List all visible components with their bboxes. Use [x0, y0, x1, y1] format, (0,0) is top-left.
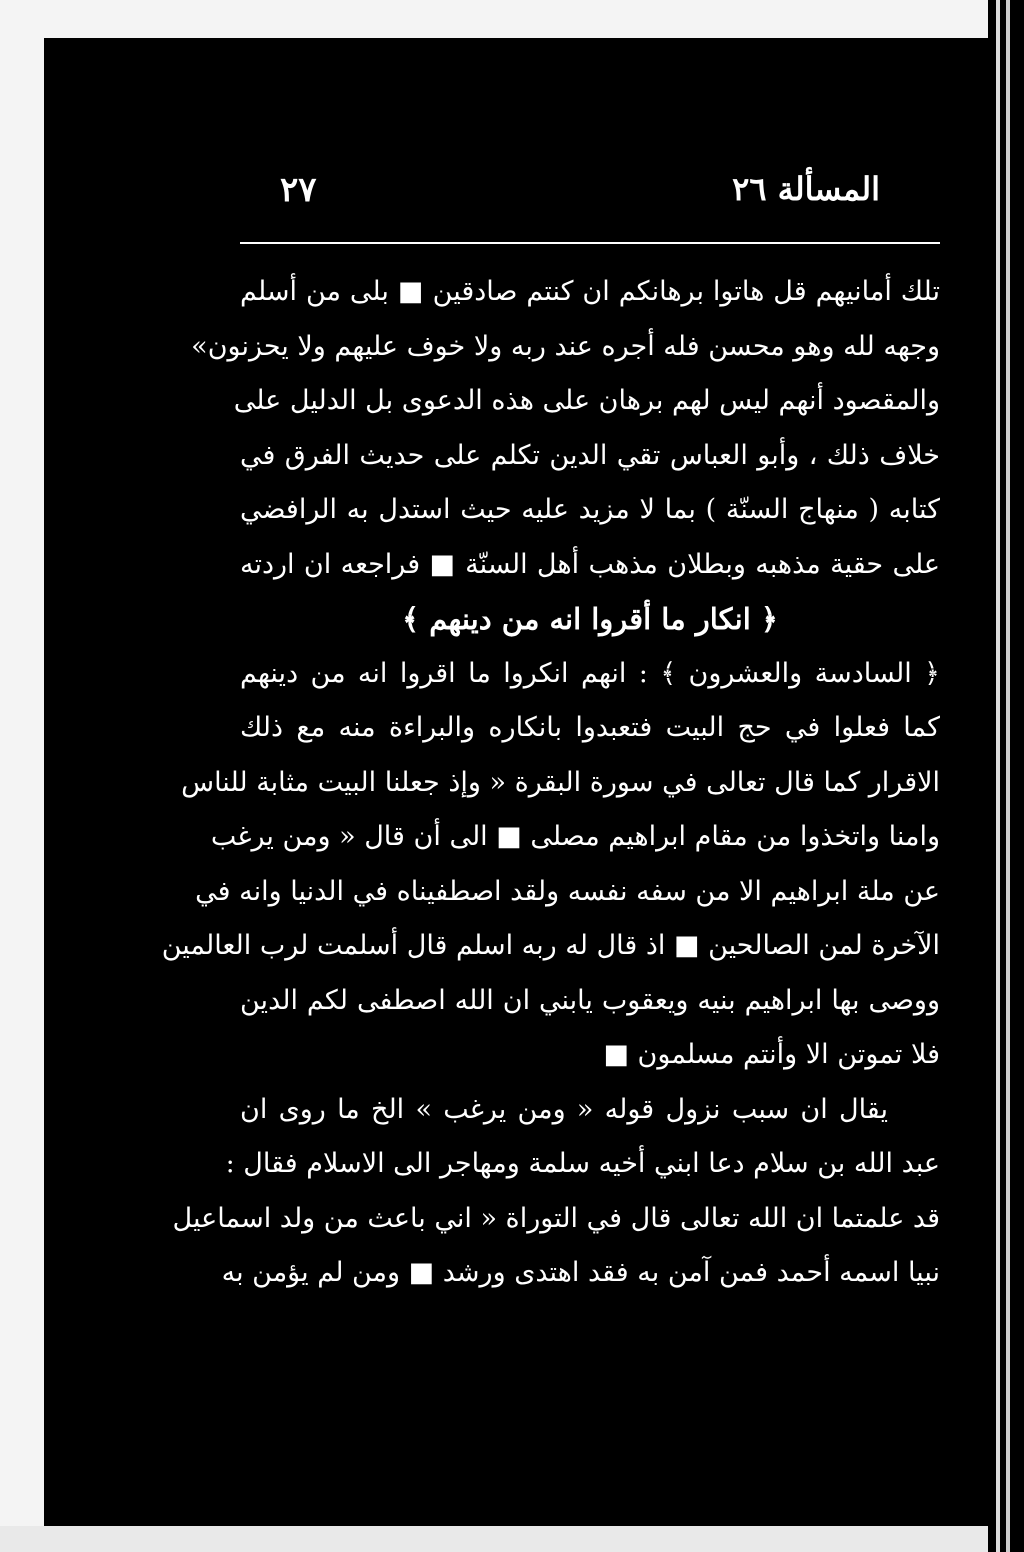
text-line: قد علمتما ان الله تعالى قال في التوراة « اني باعث من ولد اسماعيل	[172, 1202, 940, 1234]
text-line: على حقية مذهبه وبطلان مذهب أهل السنّة ■ فراجعه ان اردته	[240, 548, 940, 580]
scan-edge-left	[0, 0, 44, 1552]
text-line: الاقرار كما قال تعالى في سورة البقرة « وإذ جعلنا البيت مثابة للناس	[181, 766, 940, 798]
text-line: تلك أمانيهم قل هاتوا برهانكم ان كنتم صادقين ■ بلى من أسلم	[240, 276, 940, 307]
chapter-title: المسألة ٢٦	[732, 170, 880, 208]
page-number: ٢٧	[280, 170, 317, 210]
text-line: وجهه لله وهو محسن فله أجره عند ربه ولا خوف عليهم ولا يحزنون»	[191, 330, 940, 362]
page-body	[161, 265, 940, 1301]
scan-edge-right	[988, 0, 1024, 1552]
text-line: خلاف ذلك ، وأبو العباس تقي الدين تكلم على حديث الفرق في	[240, 439, 940, 471]
scan-edge-bottom	[0, 1526, 1024, 1552]
text-line: عن ملة ابراهيم الا من سفه نفسه ولقد اصطفيناه في الدنيا وانه في	[195, 875, 940, 907]
text-line: ﴿ السادسة والعشرون ﴾ : انهم انكروا ما اقروا انه من دينهم	[240, 657, 940, 689]
text-line: والمقصود أنهم ليس لهم برهان على هذه الدعوى بل الدليل على	[233, 385, 940, 416]
text-line: ووصى بها ابراهيم بنيه ويعقوب يابني ان الله اصطفى لكم الدين	[240, 984, 940, 1016]
header-divider	[240, 242, 940, 244]
scan-edge-top	[0, 0, 1000, 38]
text-line: يقال ان سبب نزول قوله « ومن يرغب » الخ ما روى ان	[240, 1093, 888, 1125]
text-line: فلا تموتن الا وأنتم مسلمون ■	[603, 1039, 940, 1070]
text-line: كتابه ( منهاج السنّة ) بما لا مزيد عليه حيث استدل به الرافضي	[240, 494, 940, 525]
text-line: كما فعلوا في حج البيت فتعبدوا بانكاره والبراءة منه مع ذلك	[240, 712, 940, 743]
book-page	[161, 170, 940, 1288]
page-header	[240, 170, 940, 230]
text-line: نبيا اسمه أحمد فمن آمن به فقد اهتدى ورشد ■ ومن لم يؤمن به	[221, 1257, 940, 1288]
text-line: الآخرة لمن الصالحين ■ اذ قال له ربه اسلم قال أسلمت لرب العالمين	[161, 930, 940, 961]
section-heading: ﴿ انكار ما أقروا انه من دينهم ﴾	[402, 602, 778, 636]
text-line: عبد الله بن سلام دعا ابني أخيه سلمة ومهاجر الى الاسلام فقال :	[225, 1148, 940, 1179]
text-line: وامنا واتخذوا من مقام ابراهيم مصلى ■ الى أن قال « ومن يرغب	[210, 821, 940, 852]
